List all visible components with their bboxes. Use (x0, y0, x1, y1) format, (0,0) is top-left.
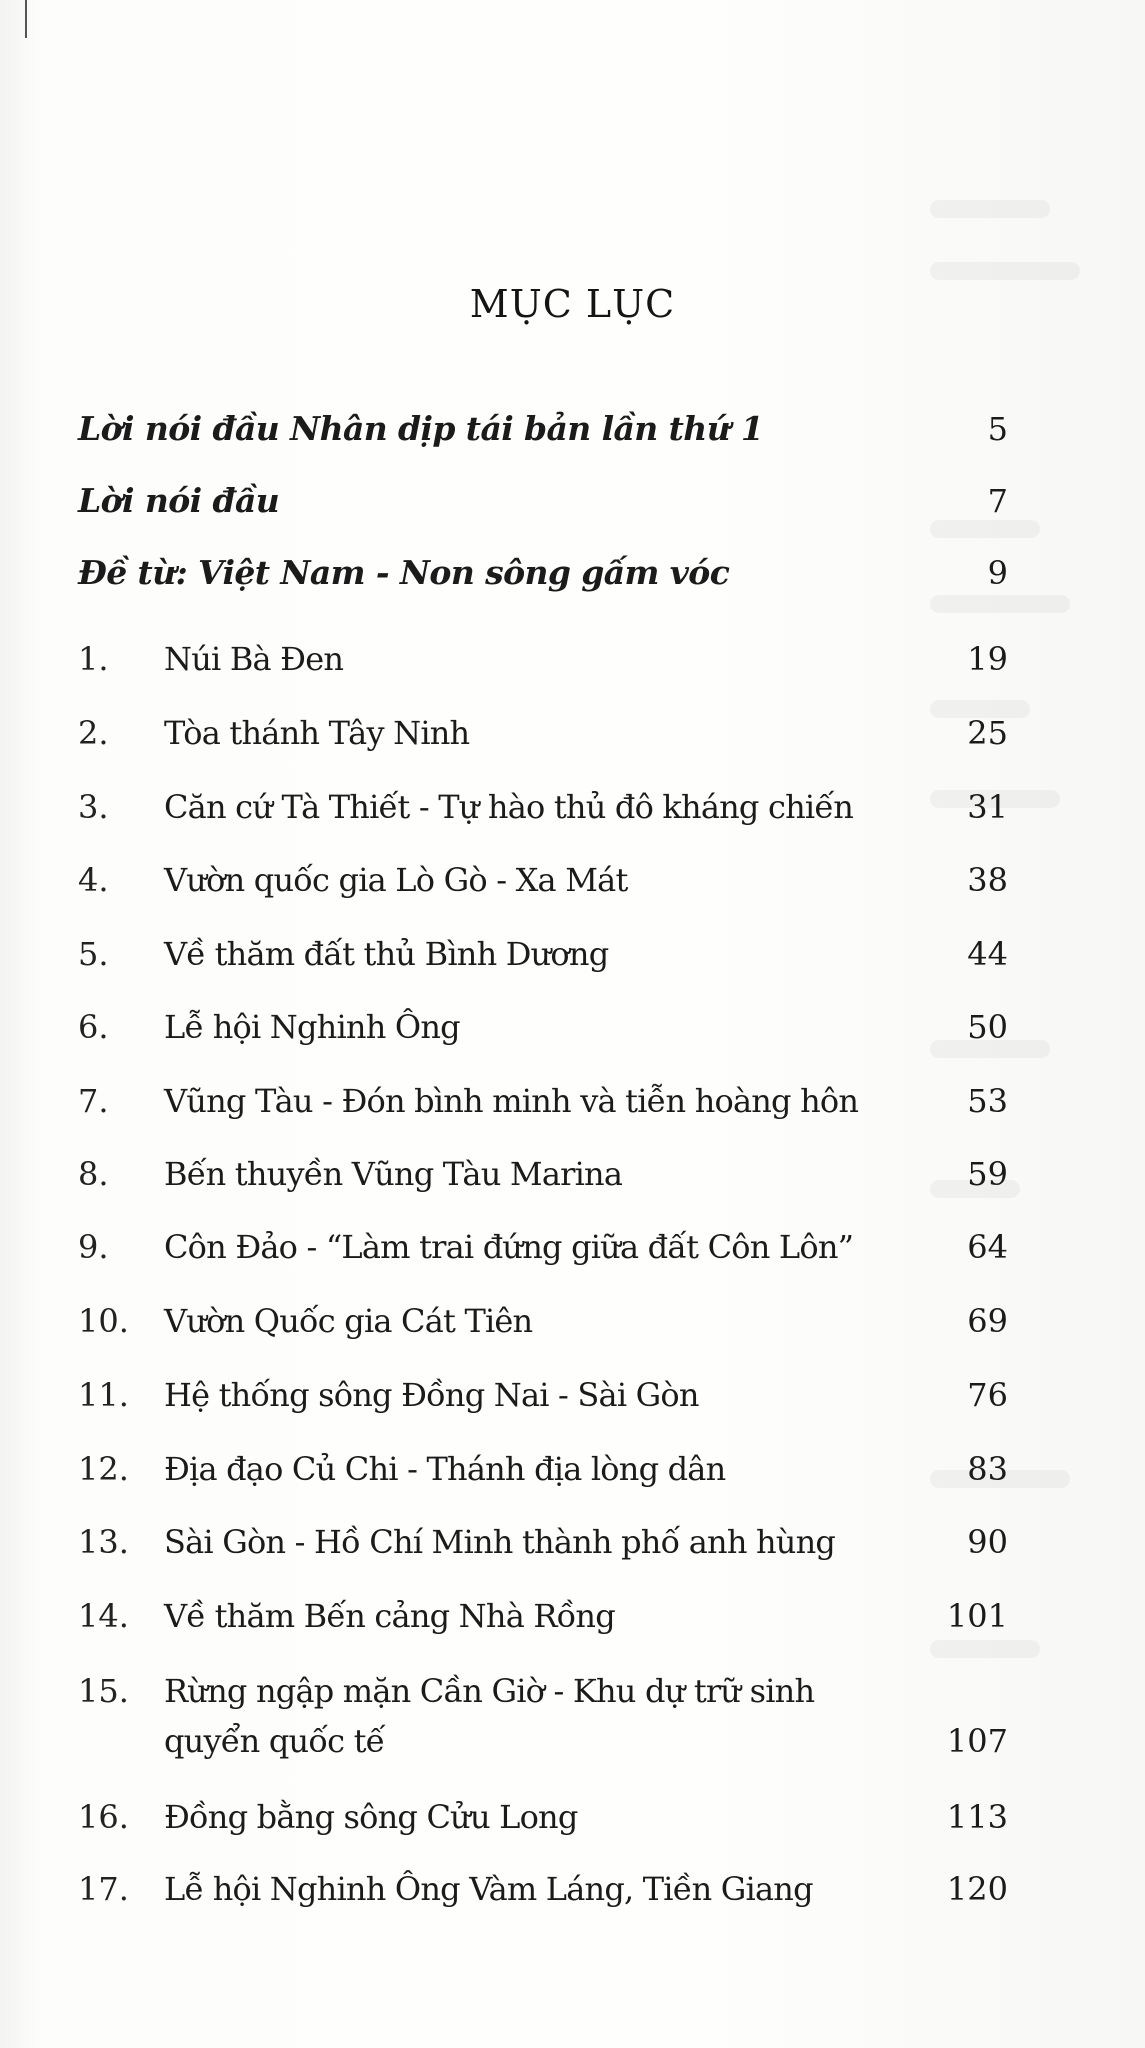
chapter-title: Căn cứ Tà Thiết - Tự hào thủ đô kháng chiến (164, 788, 854, 826)
chapter-page: 19 (967, 640, 1008, 678)
chapter-title: Côn Đảo - “Làm trai đứng giữa đất Côn Lôn” (164, 1228, 854, 1266)
chapter-title: Tòa thánh Tây Ninh (164, 714, 470, 752)
chapter-page: 25 (967, 714, 1008, 752)
chapter-title-continued: quyển quốc tế (164, 1722, 385, 1760)
chapter-page: 50 (967, 1008, 1008, 1046)
toc-chapter-7 (78, 1078, 1008, 1124)
chapter-number: 17. (78, 1870, 129, 1908)
chapter-page: 59 (967, 1155, 1008, 1193)
chapter-page: 53 (967, 1082, 1008, 1120)
toc-entry-preface (78, 478, 1008, 524)
chapter-title: Núi Bà Đen (164, 640, 344, 678)
chapter-number: 7. (78, 1082, 109, 1120)
toc-chapter-2 (78, 710, 1008, 756)
toc-chapter-13 (78, 1519, 1008, 1565)
toc-chapter-4 (78, 857, 1008, 903)
chapter-title: Rừng ngập mặn Cần Giờ - Khu dự trữ sinh (164, 1672, 815, 1710)
chapter-title: Lễ hội Nghinh Ông (164, 1008, 460, 1046)
chapter-title: Vũng Tàu - Đón bình minh và tiễn hoàng hôn (164, 1082, 859, 1120)
chapter-number: 16. (78, 1798, 129, 1836)
chapter-page: 101 (946, 1597, 1008, 1635)
chapter-page: 107 (946, 1722, 1008, 1760)
chapter-number: 14. (78, 1597, 129, 1635)
chapter-number: 5. (78, 935, 109, 973)
page-title: MỤC LỤC (469, 282, 676, 326)
chapter-number: 15. (78, 1672, 129, 1710)
chapter-title: Sài Gòn - Hồ Chí Minh thành phố anh hùng (164, 1523, 836, 1561)
chapter-title: Đồng bằng sông Cửu Long (164, 1798, 578, 1836)
chapter-title: Lễ hội Nghinh Ông Vàm Láng, Tiền Giang (164, 1870, 813, 1908)
toc-chapter-12 (78, 1446, 1008, 1492)
toc-chapter-15 (78, 1668, 1008, 1760)
toc-entry-label: Lời nói đầu (78, 481, 280, 520)
toc-chapter-6 (78, 1004, 1008, 1050)
chapter-number: 2. (78, 714, 109, 752)
chapter-page: 83 (967, 1450, 1008, 1488)
toc-chapter-14 (78, 1593, 1008, 1639)
chapter-number: 8. (78, 1155, 109, 1193)
chapter-number: 10. (78, 1302, 129, 1340)
chapter-title: Về thăm Bến cảng Nhà Rồng (164, 1597, 615, 1635)
chapter-title: Về thăm đất thủ Bình Dương (164, 935, 609, 973)
chapter-page: 76 (967, 1376, 1008, 1414)
toc-chapter-8 (78, 1151, 1008, 1197)
toc-entry-page: 9 (987, 554, 1008, 592)
chapter-number: 3. (78, 788, 109, 826)
toc-chapter-1 (78, 636, 1008, 682)
chapter-number: 13. (78, 1523, 129, 1561)
chapter-number: 4. (78, 861, 109, 899)
chapter-page: 90 (967, 1523, 1008, 1561)
toc-entry-label: Đề từ: Việt Nam - Non sông gấm vóc (78, 553, 730, 592)
chapter-page: 64 (967, 1228, 1008, 1266)
chapter-number: 9. (78, 1228, 109, 1266)
chapter-page: 38 (967, 861, 1008, 899)
chapter-page: 31 (967, 788, 1008, 826)
toc-chapter-10 (78, 1298, 1008, 1344)
chapter-number: 6. (78, 1008, 109, 1046)
chapter-number: 1. (78, 640, 109, 678)
toc-chapter-5 (78, 931, 1008, 977)
chapter-title: Bến thuyền Vũng Tàu Marina (164, 1155, 623, 1193)
chapter-page: 113 (946, 1798, 1008, 1836)
toc-chapter-16 (78, 1794, 1008, 1840)
toc-chapter-9 (78, 1224, 1008, 1270)
chapter-number: 12. (78, 1450, 129, 1488)
toc-entry-label: Lời nói đầu Nhân dịp tái bản lần thứ 1 (78, 409, 764, 448)
chapter-title: Hệ thống sông Đồng Nai - Sài Gòn (164, 1376, 699, 1414)
chapter-page: 44 (967, 935, 1008, 973)
toc-entry-page: 7 (987, 482, 1008, 520)
toc-chapter-3 (78, 784, 1008, 830)
chapter-title: Địa đạo Củ Chi - Thánh địa lòng dân (164, 1450, 726, 1488)
chapter-title: Vườn Quốc gia Cát Tiên (164, 1302, 533, 1340)
chapter-page: 120 (946, 1870, 1008, 1908)
chapter-page: 69 (967, 1302, 1008, 1340)
toc-entry-page: 5 (987, 410, 1008, 448)
toc-entry-preface-reprint (78, 406, 1008, 452)
chapter-number: 11. (78, 1376, 129, 1414)
chapter-title: Vườn quốc gia Lò Gò - Xa Mát (164, 861, 628, 899)
toc-entry-epigraph (78, 550, 1008, 596)
toc-chapter-17 (78, 1866, 1008, 1912)
toc-chapter-11 (78, 1372, 1008, 1418)
